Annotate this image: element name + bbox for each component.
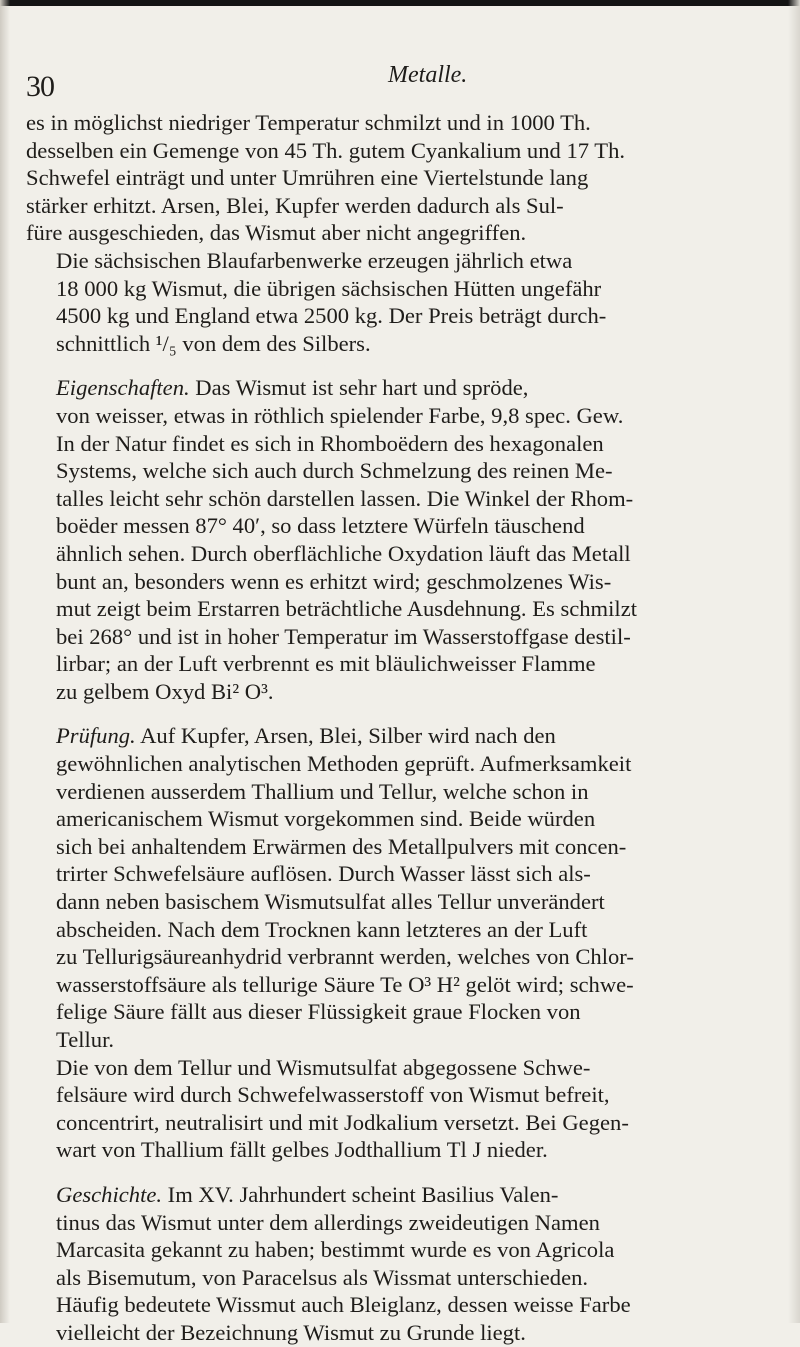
paragraph-thallium [26, 1054, 788, 1164]
paragraph-eigenschaften [26, 374, 788, 705]
text-line: wasserstoffsäure als tellurige Säure Te O³ H² gelöt wird; schwe- [56, 971, 634, 997]
page-number: 30 [26, 70, 54, 103]
section-heading: Eigenschaften. [56, 375, 190, 401]
paragraph-production [26, 247, 788, 357]
text-line: vielleicht der Bezeichnung Wismut zu Grunde liegt. [56, 1319, 526, 1345]
text-line: sich bei anhaltendem Erwärmen des Metallpulvers mit concen- [56, 833, 627, 859]
text-line: Im XV. Jahrhundert scheint Basilius Valen- [162, 1181, 559, 1207]
text-line: mut zeigt beim Erstarren beträchtliche Ausdehnung. Es schmilzt [56, 596, 637, 622]
text-line: felige Säure fällt aus dieser Flüssigkeit graue Flocken von [56, 999, 581, 1025]
paragraph-gap [26, 705, 788, 722]
text-line: boëder messen 87° 40′, so dass letztere Würfeln täuschend [56, 513, 585, 539]
text-line: es in möglichst niedriger Temperatur schmilzt und in 1000 Th. [26, 110, 591, 135]
paragraph-gap [26, 1164, 788, 1181]
text-line: dann neben basischem Wismutsulfat alles Tellur unverändert [56, 889, 605, 915]
running-head: Metalle. [388, 62, 468, 88]
text-line: Die von dem Tellur und Wismutsulfat abgegossene Schwe- [56, 1054, 591, 1080]
text-line: wart von Thallium fällt gelbes Jodthallium Tl J nieder. [56, 1137, 548, 1163]
text-line: füre ausgeschieden, das Wismut aber nicht angegriffen. [26, 220, 527, 246]
text-line: verdienen ausserdem Thallium und Tellur, welche schon in [56, 778, 589, 804]
text-line: Das Wismut ist sehr hart und spröde, [189, 375, 529, 401]
text-line: trirter Schwefelsäure auflösen. Durch Wasser lässt sich als- [56, 861, 591, 887]
body-text [26, 109, 788, 1347]
text-line: zu gelbem Oxyd Bi² O³. [56, 678, 274, 704]
paragraph-geschichte [26, 1181, 788, 1347]
text-line: 18 000 kg Wismut, die übrigen sächsischen Hütten ungefähr [56, 275, 602, 301]
text-line: stärker erhitzt. Arsen, Blei, Kupfer werden dadurch als Sul- [26, 192, 564, 218]
text-line: In der Natur findet es sich in Rhomboëdern des hexagonalen [56, 430, 604, 456]
text-line: Schwefel einträgt und unter Umrühren eine Viertelstunde lang [26, 165, 589, 191]
section-heading: Geschichte. [56, 1181, 163, 1207]
section-heading: Prüfung. [56, 723, 136, 749]
paragraph-pruefung [26, 722, 788, 1053]
text-line: concentrirt, neutralisirt und mit Jodkalium versetzt. Bei Gegen- [56, 1109, 629, 1135]
text-line: bunt an, besonders wenn es erhitzt wird; geschmolzenes Wis- [56, 568, 612, 594]
text-line: 4500 kg und England etwa 2500 kg. Der Preis beträgt durch- [56, 303, 607, 329]
paragraph-extraction-end [26, 109, 788, 247]
text-line: desselben ein Gemenge von 45 Th. gutem Cyankalium und 17 Th. [26, 137, 626, 163]
top-border [0, 0, 800, 6]
text-line: americanischem Wismut vorgekommen sind. Beide würden [56, 806, 596, 832]
text-line: Die sächsischen Blaufarbenwerke erzeugen jährlich etwa [56, 247, 573, 273]
text-line: Tellur. [56, 1027, 115, 1052]
text-line: bei 268° und ist in hoher Temperatur im Wasserstoffgase destil- [56, 623, 631, 649]
text-line: schnittlich ¹/₅ von dem des Silbers. [56, 330, 371, 356]
text-line: lirbar; an der Luft verbrennt es mit bläulichweisser Flamme [56, 651, 596, 677]
text-line: Systems, welche sich auch durch Schmelzung des reinen Me- [56, 458, 613, 484]
text-line: Marcasita gekannt zu haben; bestimmt wurde es von Agricola [56, 1237, 615, 1263]
text-line: gewöhnlichen analytischen Methoden geprüft. Aufmerksamkeit [56, 751, 632, 777]
text-line: talles leicht sehr schön darstellen lassen. Die Winkel der Rhom- [56, 485, 634, 511]
text-line: abscheiden. Nach dem Trocknen kann letzteres an der Luft [56, 916, 588, 942]
text-line: Häufig bedeutete Wissmut auch Bleiglanz, dessen weisse Farbe [56, 1292, 631, 1318]
page-edge-shadow [788, 0, 800, 1323]
text-line: zu Tellurigsäureanhydrid verbrannt werden, welches von Chlor- [56, 944, 634, 970]
text-line: ähnlich sehen. Durch oberflächliche Oxydation läuft das Metall [56, 540, 631, 566]
text-line: felsäure wird durch Schwefelwasserstoff von Wismut befreit, [56, 1082, 610, 1108]
text-line: tinus das Wismut unter dem allerdings zweideutigen Namen [56, 1209, 600, 1235]
text-line: von weisser, etwas in röthlich spielender Farbe, 9,8 spec. Gew. [56, 402, 624, 428]
text-line: als Bisemutum, von Paracelsus als Wissmat unterschieden. [56, 1264, 589, 1290]
text-line: Auf Kupfer, Arsen, Blei, Silber wird nach den [135, 723, 556, 749]
paragraph-gap [26, 357, 788, 374]
page-gutter-shadow [0, 0, 10, 1323]
